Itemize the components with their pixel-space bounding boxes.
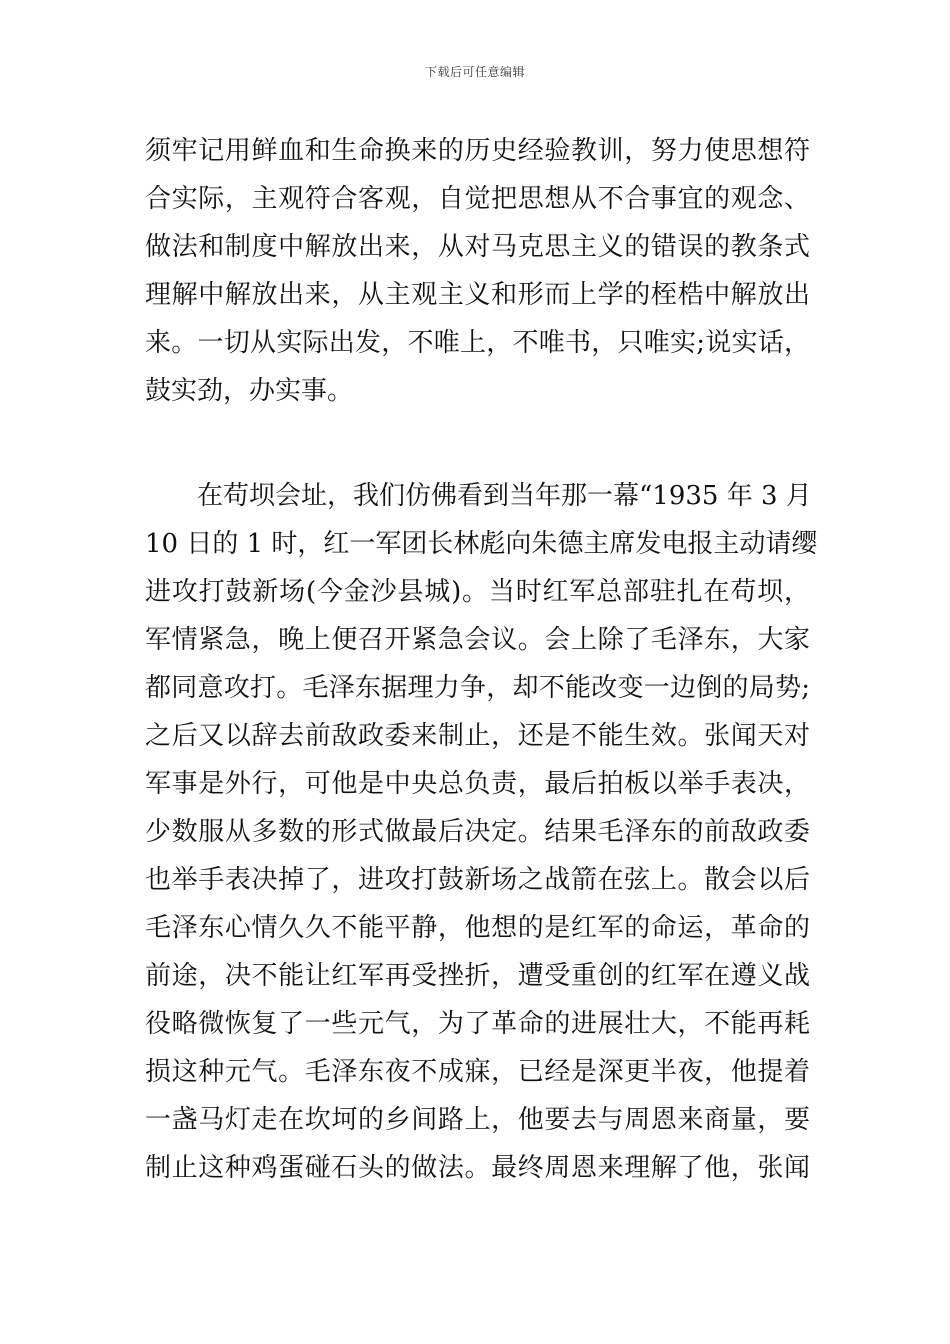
text-line: 都同意攻打。毛泽东据理力争，却不能改变一边倒的局势; (145, 673, 810, 703)
paragraph-1 (145, 127, 810, 415)
paragraph-2 (145, 472, 818, 1192)
text-line: 军情紧急，晚上便召开紧急会议。会上除了毛泽东，大家 (145, 625, 810, 655)
text-line: 鼓实劲，办实事。 (145, 376, 354, 406)
text-line: 役略微恢复了一些元气，为了革命的进展壮大，不能再耗 (145, 1009, 810, 1039)
text-line: 来。一切从实际出发，不唯上，不唯书，只唯实;说实话， (145, 328, 810, 358)
text-line: 少数服从多数的形式做最后决定。结果毛泽东的前敌政委 (145, 817, 810, 847)
text-line: 理解中解放出来，从主观主义和形而上学的桎梏中解放出 (145, 280, 810, 310)
text-line: 进攻打鼓新场(今金沙县城)。当时红军总部驻扎在苟坝， (145, 577, 810, 607)
page-header: 下载后可任意编辑 (424, 65, 525, 79)
text-line: 须牢记用鲜血和生命换来的历史经验教训，努力使思想符 (145, 136, 810, 166)
text-line: 一盏马灯走在坎坷的乡间路上，他要去与周恩来商量，要 (145, 1105, 810, 1135)
text-line: 做法和制度中解放出来，从对马克思主义的错误的教条式 (145, 232, 810, 262)
text-line: 损这种元气。毛泽东夜不成寐，已经是深更半夜，他提着 (145, 1057, 810, 1087)
text-line: 也举手表决掉了，进攻打鼓新场之战箭在弦上。散会以后 (145, 865, 810, 895)
text-line: 军事是外行，可他是中央总负责，最后拍板以举手表决， (145, 769, 810, 799)
text-line: 毛泽东心情久久不能平静，他想的是红军的命运，革命的 (145, 913, 810, 943)
text-line: 制止这种鸡蛋碰石头的做法。最终周恩来理解了他，张闻 (145, 1153, 810, 1183)
text-line: 合实际，主观符合客观，自觉把思想从不合事宜的观念、 (145, 184, 810, 214)
text-line: 在苟坝会址，我们仿佛看到当年那一幕“1935 年 3 月 (145, 481, 812, 511)
text-line: 10 日的 1 时，红一军团长林彪向朱德主席发电报主动请缨 (145, 529, 818, 559)
text-line: 前途，决不能让红军再受挫折，遭受重创的红军在遵义战 (145, 961, 810, 991)
text-line: 之后又以辞去前敌政委来制止，还是不能生效。张闻天对 (145, 721, 810, 751)
